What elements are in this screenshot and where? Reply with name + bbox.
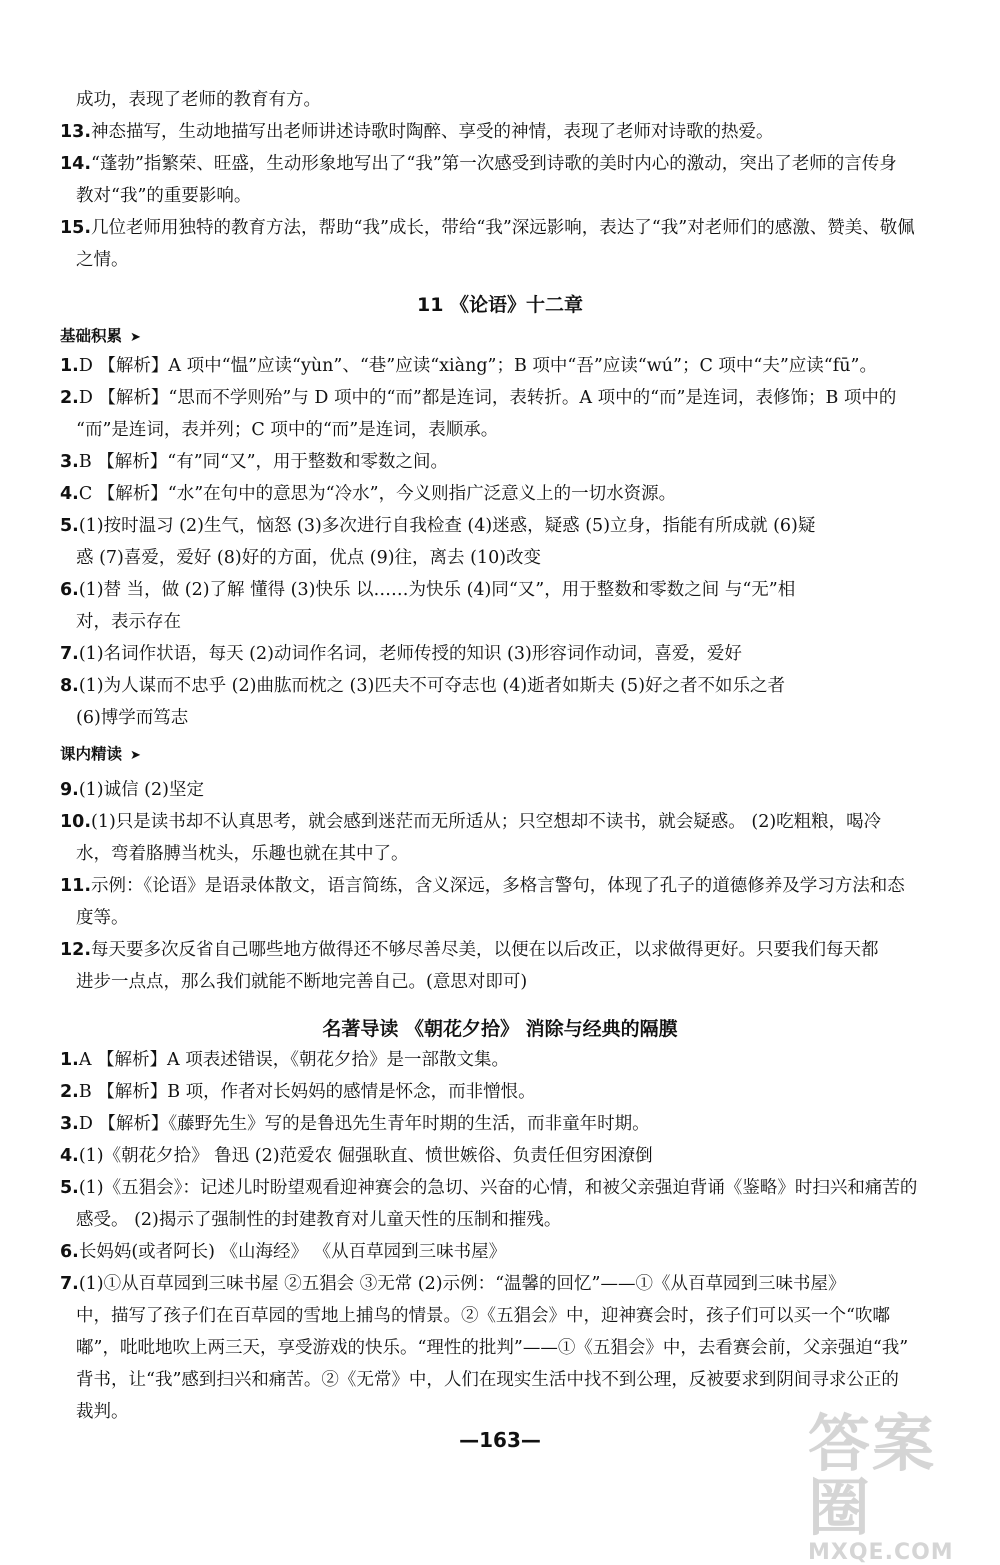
answer-item-continued [60, 966, 960, 998]
answer-item [60, 806, 960, 838]
answer-item [60, 574, 960, 606]
answer-text: 水，弯着胳膊当枕头，乐趣也就在其中了。 [76, 844, 409, 864]
answer-item [60, 870, 960, 902]
answer-text: 度等。 [76, 908, 129, 928]
answer-text: 惑 (7)喜爱，爱好 (8)好的方面，优点 (9)往，离去 (10)改变 [76, 548, 542, 568]
continued-answers [60, 84, 960, 276]
answer-text: 中，描写了孩子们在百草园的雪地上捕鸟的情景。②《五猖会》中，迎神赛会时，孩子们可以买一个“吹嘟 [76, 1306, 890, 1326]
answer-item [60, 382, 960, 414]
answer-number: 6. [60, 1242, 79, 1262]
answer-item-continued [60, 838, 960, 870]
answer-number: 11. [60, 876, 92, 896]
reading-answers [60, 774, 960, 998]
answer-text: 对，表示存在 [76, 612, 181, 632]
answer-item-continued [60, 606, 960, 638]
answer-text: 每天要多次反省自己哪些地方做得还不够尽善尽美，以便在以后改正，以求做得更好。只要我们每天都 [91, 940, 879, 960]
answer-item-continued [60, 702, 960, 734]
answer-number: 13. [60, 122, 92, 142]
answer-item [60, 446, 960, 478]
answer-item [60, 350, 960, 382]
answer-text: (6)博学而笃志 [76, 708, 189, 728]
answer-text: (1)只是读书却不认真思考，就会感到迷茫而无所适从；只空想却不读书，就会疑惑。 (2)吃粗粮，喝冷 [91, 812, 882, 832]
answer-number: 7. [60, 644, 79, 664]
answer-item-continued [60, 1204, 960, 1236]
classic-answers [60, 1044, 960, 1428]
answer-text: 教对“我”的重要影响。 [76, 186, 252, 206]
answer-text: 神态描写，生动地描写出老师讲述诗歌时陶醉、享受的神情，表现了老师对诗歌的热爱。 [91, 122, 774, 142]
answer-number: 10. [60, 812, 92, 832]
watermark-mark: 答案圈 [808, 1407, 937, 1544]
answer-item [60, 934, 960, 966]
answer-item-continued [60, 902, 960, 934]
answer-number: 2. [60, 1082, 79, 1102]
answer-text: 裁判。 [76, 1402, 129, 1422]
answer-text: A 【解析】A 项表述错误，《朝花夕拾》是一部散文集。 [78, 1050, 509, 1070]
answer-text: (1)替 当，做 (2)了解 懂得 (3)快乐 以……为快乐 (4)同“又”，用于整数和零数之间 与“无”相 [78, 580, 796, 600]
answer-item-continued [60, 180, 960, 212]
answer-item-continued [60, 1364, 960, 1396]
answer-item [60, 1076, 960, 1108]
answer-text: (1)《朝花夕拾》 鲁迅 (2)范爱农 倔强耿直、愤世嫉俗、负责任但穷困潦倒 [78, 1146, 653, 1166]
answer-item [60, 212, 960, 244]
answer-item [60, 116, 960, 148]
answer-text: B 【解析】B 项，作者对长妈妈的感情是怀念，而非憎恨。 [78, 1082, 536, 1102]
answer-item [60, 510, 960, 542]
answer-number: 5. [60, 1178, 79, 1198]
answer-item [60, 1044, 960, 1076]
answer-text: 成功，表现了老师的教育有方。 [76, 90, 321, 110]
answer-item [60, 478, 960, 510]
answer-text: 几位老师用独特的教育方法，帮助“我”成长，带给“我”深远影响，表达了“我”对老师们的感激、赞美、敬佩 [91, 218, 915, 238]
answer-number: 8. [60, 676, 79, 696]
watermark-logo [808, 1407, 978, 1565]
page-number: —163— [459, 1428, 541, 1452]
section-title-classic: 名著导读 《朝花夕拾》 消除与经典的隔膜 [322, 1018, 678, 1040]
answer-text: 背书，让“我”感到扫兴和痛苦。②《无常》中，人们在现实生活中找不到公理，反被要求到阴间寻求公正的 [76, 1370, 899, 1390]
answer-text: D 【解析】“思而不学则殆”与 D 项中的“而”都是连词，表转折。A 项中的“而”是连词，表修饰；B 项中的 [78, 388, 897, 408]
answer-item [60, 1268, 960, 1300]
answer-item [60, 1108, 960, 1140]
answer-number: 5. [60, 516, 79, 536]
answer-text: (1)①从百草园到三味书屋 ②五猖会 ③无常 (2)示例：“温馨的回忆”——①《从百草园到三味书屋》 [78, 1274, 846, 1294]
answer-item [60, 148, 960, 180]
answer-text: 嘟”，吡吡地吹上两三天，享受游戏的快乐。“理性的批判”——①《五猖会》中，去看赛会前，父亲强迫“我” [76, 1338, 909, 1358]
answer-number: 2. [60, 388, 79, 408]
answer-item [60, 1140, 960, 1172]
answer-text: (1)名词作状语，每天 (2)动词作名词，老师传授的知识 (3)形容词作动词，喜爱，爱好 [78, 644, 742, 664]
answer-number: 12. [60, 940, 92, 960]
answer-text: “而”是连词，表并列；C 项中的“而”是连词，表顺承。 [76, 420, 499, 440]
basic-answers [60, 350, 960, 734]
answer-item-continued [60, 1300, 960, 1332]
arrow-right-icon: ➤ [130, 748, 141, 763]
answer-text: 示例：《论语》是语录体散文，语言简练，含义深远，多格言警句，体现了孔子的道德修养及学习方法和态 [91, 876, 905, 896]
arrow-right-icon: ➤ [130, 330, 141, 345]
answer-number: 3. [60, 1114, 79, 1134]
sub-heading-reading-label: 课内精读 [60, 745, 123, 763]
answer-text: 之情。 [76, 250, 129, 270]
answer-text: D 【解析】A 项中“愠”应读“yùn”、“巷”应读“xiàng”；B 项中“吾”应读“wú”；C 项中“夫”应读“fū”。 [78, 356, 877, 376]
answer-number: 9. [60, 780, 79, 800]
answer-item [60, 638, 960, 670]
answer-number: 4. [60, 484, 79, 504]
answer-item [60, 1172, 960, 1204]
answer-item [60, 774, 960, 806]
answer-text: D 【解析】《藤野先生》写的是鲁迅先生青年时期的生活，而非童年时期。 [78, 1114, 650, 1134]
answer-number: 7. [60, 1274, 79, 1294]
answer-text: B 【解析】“有”同“又”，用于整数和零数之间。 [78, 452, 449, 472]
sub-heading-basic [60, 324, 141, 346]
answer-number: 1. [60, 356, 79, 376]
answer-text: (1)《五猖会》：记述儿时盼望观看迎神赛会的急切、兴奋的心情，和被父亲强迫背诵《鉴略》时扫兴和痛苦的 [78, 1178, 918, 1198]
answer-text: C 【解析】“水”在句中的意思为“冷水”，今义则指广泛意义上的一切水资源。 [78, 484, 677, 504]
answer-number: 1. [60, 1050, 79, 1070]
answer-number: 14. [60, 154, 92, 174]
answer-text: (1)按时温习 (2)生气，恼怒 (3)多次进行自我检查 (4)迷惑，疑惑 (5)立身，指能有所成就 (6)疑 [78, 516, 816, 536]
answer-number: 15. [60, 218, 92, 238]
answer-text: “蓬勃”指繁荣、旺盛，生动形象地写出了“我”第一次感受到诗歌的美时内心的激动，突出了老师的言传身 [91, 154, 897, 174]
answer-text: (1)诚信 (2)坚定 [78, 780, 204, 800]
answer-item-continued [60, 244, 960, 276]
answer-number: 6. [60, 580, 79, 600]
answer-number: 4. [60, 1146, 79, 1166]
answer-text: 长妈妈(或者阿长) 《山海经》 《从百草园到三味书屋》 [78, 1242, 507, 1262]
answer-item-continued [60, 414, 960, 446]
answer-number: 3. [60, 452, 79, 472]
watermark-url: MXQE.COM [808, 1540, 954, 1565]
sub-heading-reading [60, 742, 141, 764]
answer-item [60, 84, 960, 116]
answer-text: 进步一点点，那么我们就能不断地完善自己。(意思对即可) [76, 972, 528, 992]
answer-item-continued [60, 1332, 960, 1364]
answer-text: (1)为人谋而不忠乎 (2)曲肱而枕之 (3)匹夫不可夺志也 (4)逝者如斯夫 (5)好之者不如乐之者 [78, 676, 786, 696]
answer-item-continued [60, 542, 960, 574]
answer-item [60, 1236, 960, 1268]
sub-heading-basic-label: 基础积累 [60, 327, 123, 345]
answer-item [60, 670, 960, 702]
answer-text: 感受。 (2)揭示了强制性的封建教育对儿童天性的压制和摧残。 [76, 1210, 562, 1230]
section-title-lunyu: 11 《论语》十二章 [416, 294, 584, 316]
